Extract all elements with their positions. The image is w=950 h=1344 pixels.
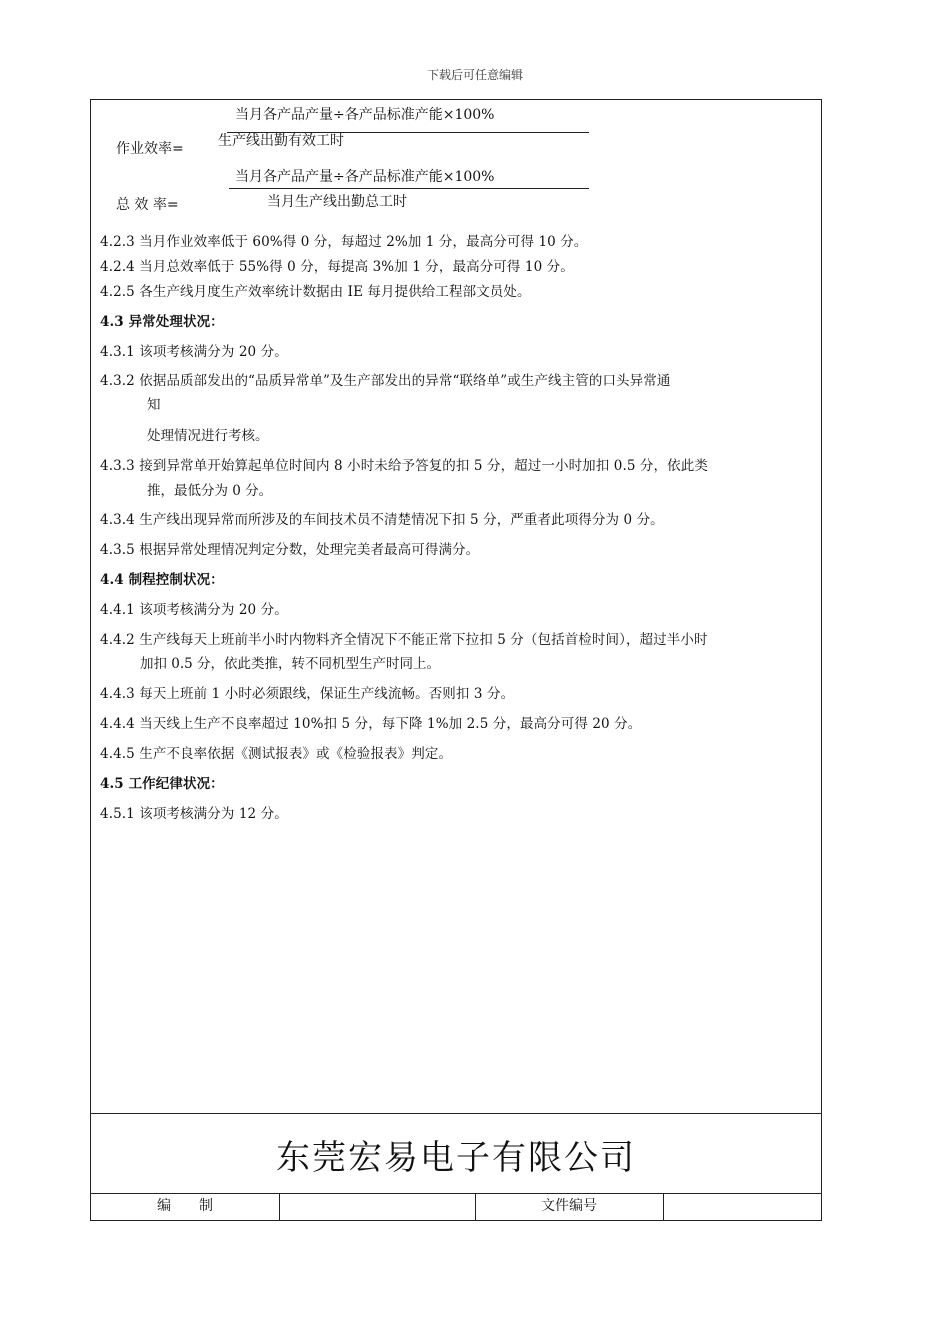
clause-4-4-1: 4.4.1 该项考核满分为 20 分。 bbox=[100, 602, 288, 618]
clause-4-2-4: 4.2.4 当月总效率低于 55%得 0 分，每提高 3%加 1 分，最高分可得 10 分。 bbox=[100, 259, 574, 275]
clause-4-4-4: 4.4.4 当天线上生产不良率超过 10%扣 5 分，每下降 1%加 2.5 分，最高分可得 20 分。 bbox=[100, 716, 642, 732]
document-frame bbox=[90, 99, 822, 1221]
clause-4-2-5: 4.2.5 各生产线月度生产效率统计数据由 IE 每月提供给工程部文员处。 bbox=[100, 284, 531, 300]
clause-4-4-2: 4.4.2 生产线每天上班前半小时内物料齐全情况下不能正常下拉扣 5 分（包括首检时间），超过半小时 bbox=[100, 632, 708, 648]
clause-4-3-4: 4.3.4 生产线出现异常而所涉及的车间技术员不清楚情况下扣 5 分，严重者此项得分为 0 分。 bbox=[100, 512, 664, 528]
clause-4-3-2-wrap: 知 bbox=[147, 397, 161, 413]
document-number-label: 文件编号 bbox=[541, 1198, 597, 1214]
total-efficiency-denominator: 当月生产线出勤总工时 bbox=[267, 194, 407, 210]
clause-4-3-1: 4.3.1 该项考核满分为 20 分。 bbox=[100, 344, 288, 360]
document-body bbox=[91, 100, 821, 1113]
section-heading-4-4: 4.4 制程控制状况： bbox=[100, 572, 224, 588]
total-efficiency-fraction-bar bbox=[229, 188, 589, 189]
work-efficiency-numerator: 当月各产品产量÷各产品标准产能×100% bbox=[235, 107, 495, 123]
total-efficiency-numerator: 当月各产品产量÷各产品标准产能×100% bbox=[235, 169, 495, 185]
compiled-by-value bbox=[279, 1193, 475, 1221]
header-note: 下载后可任意编辑 bbox=[426, 68, 523, 82]
footer-divider bbox=[91, 1113, 821, 1114]
clause-4-3-3-continued: 推，最低分为 0 分。 bbox=[147, 483, 273, 499]
work-efficiency-label: 作业效率= bbox=[116, 141, 184, 157]
clause-4-4-3: 4.4.3 每天上班前 1 小时必须跟线，保证生产线流畅。否则扣 3 分。 bbox=[100, 686, 515, 702]
compiled-by-label: 编 制 bbox=[157, 1198, 213, 1214]
clause-4-3-5: 4.3.5 根据异常处理情况判定分数，处理完美者最高可得满分。 bbox=[100, 542, 480, 558]
section-heading-4-3: 4.3 异常处理状况： bbox=[100, 314, 224, 330]
work-efficiency-denominator: 生产线出勤有效工时 bbox=[218, 133, 344, 149]
clause-4-4-2-continued: 加扣 0.5 分，依此类推，转不同机型生产时同上。 bbox=[140, 656, 441, 672]
document-number-value bbox=[663, 1193, 821, 1221]
clause-4-2-3: 4.2.3 当月作业效率低于 60%得 0 分，每超过 2%加 1 分，最高分可得 10 分。 bbox=[100, 234, 588, 250]
company-name: 东莞宏易电子有限公司 bbox=[276, 1138, 636, 1178]
total-efficiency-label: 总 效 率= bbox=[116, 197, 179, 213]
clause-4-4-5: 4.4.5 生产不良率依据《测试报表》或《检验报表》判定。 bbox=[100, 746, 453, 762]
clause-4-3-2-continued: 处理情况进行考核。 bbox=[147, 428, 269, 444]
footer-table-row bbox=[91, 1193, 821, 1221]
section-heading-4-5: 4.5 工作纪律状况： bbox=[100, 776, 224, 792]
clause-4-5-1: 4.5.1 该项考核满分为 12 分。 bbox=[100, 806, 288, 822]
clause-4-3-3: 4.3.3 接到异常单开始算起单位时间内 8 小时未给予答复的扣 5 分，超过一小时加扣 0.5 分，依此类 bbox=[100, 458, 708, 474]
clause-4-3-2: 4.3.2 依据品质部发出的“品质异常单”及生产部发出的异常“联络单”或生产线主管的口头异常通 bbox=[100, 373, 671, 389]
